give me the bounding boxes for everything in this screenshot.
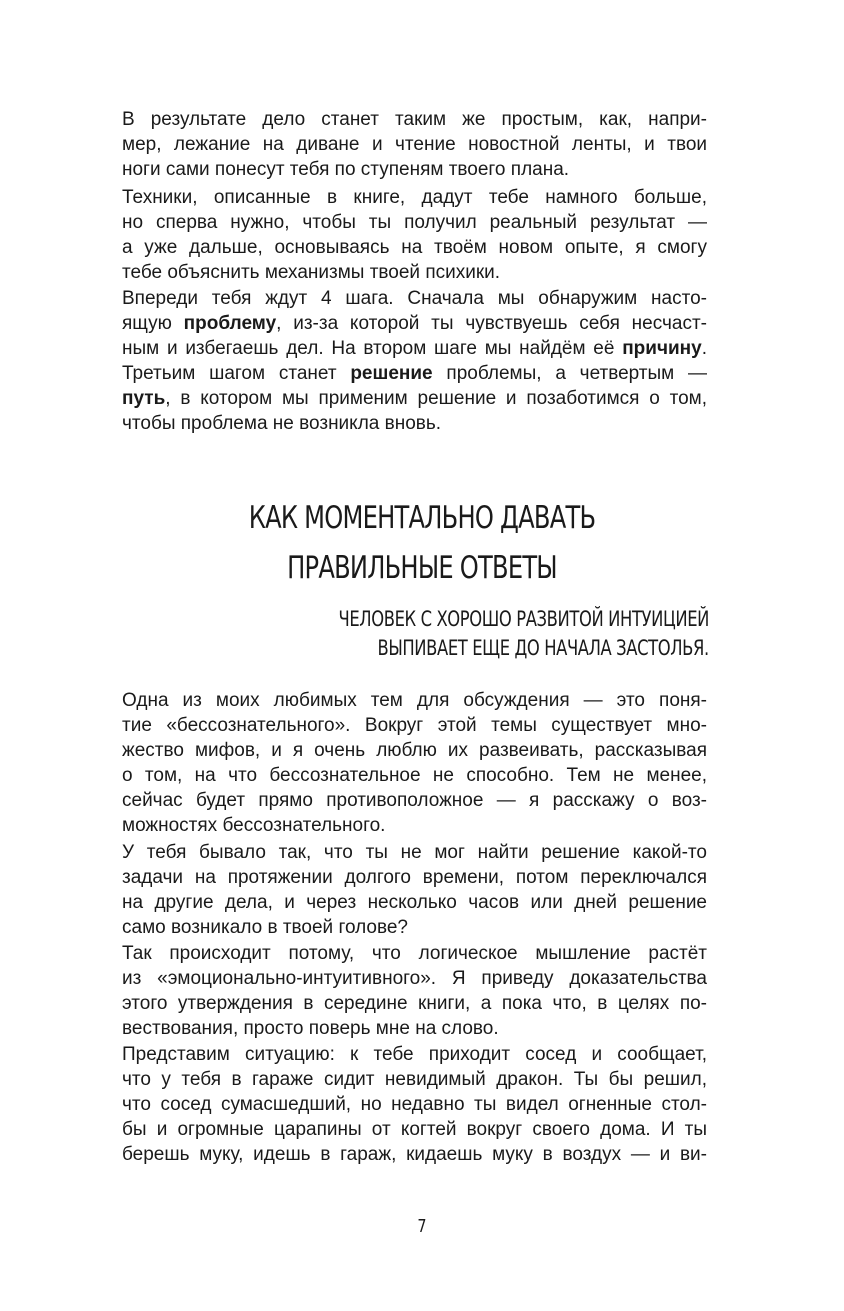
text-run: .: [701, 338, 707, 359]
text-line: что сосед сумасшедший, но недавно ты видел огненные стол-: [122, 1094, 707, 1115]
text-line: задачи на протяжении долгого времени, потом переключался: [122, 867, 707, 888]
text-line: можностях бессознательного.: [122, 815, 386, 836]
epigraph-line-1: ЧЕЛОВЕК С ХОРОШО РАЗВИТОЙ ИНТУИЦИЕЙ: [338, 607, 709, 631]
intro-paragraph-2: [122, 185, 707, 285]
section-title-line-1: КАК МОМЕНТАЛЬНО ДАВАТЬ: [248, 500, 596, 536]
text-line: жество мифов, и я очень люблю их развеивать, рассказывая: [122, 740, 707, 761]
text-line: из «эмоционально-интуитивного». Я приведу доказательства: [122, 968, 707, 989]
text-line: [122, 361, 707, 386]
text-line: Одна из моих любимых тем для обсуждения — это поня-: [122, 690, 707, 711]
text-line: на другие дела, и через несколько часов или дней решение: [122, 892, 707, 913]
keyword-cause: причину: [622, 338, 702, 359]
text-line: [122, 311, 707, 336]
text-run: проблемы, а четвертым —: [432, 363, 708, 384]
text-line: бы и огромные царапины от когтей вокруг своего дома. И ты: [122, 1119, 707, 1140]
intro-paragraph-1: [122, 107, 707, 182]
text-line: тебе объяснить механизмы твоей психики.: [122, 262, 501, 283]
text-line: [122, 336, 707, 361]
text-run: ящую: [122, 313, 184, 334]
text-run: , из-за которой ты чувствуешь себя несчаст-: [276, 313, 707, 334]
text-line: о том, на что бессознательное не способно. Тем не менее,: [122, 765, 707, 786]
body-paragraph-1: [122, 688, 707, 838]
body-paragraph-2: [122, 840, 707, 940]
text-line: Представим ситуацию: к тебе приходит сосед и сообщает,: [122, 1044, 707, 1065]
keyword-problem: проблему: [183, 313, 277, 334]
keyword-path: путь: [122, 388, 166, 409]
page-number: 7: [417, 1216, 427, 1237]
keyword-solution: решение: [350, 363, 433, 384]
text-line: но сперва нужно, чтобы ты получил реальный результат —: [122, 212, 707, 233]
text-line: мер, лежание на диване и чтение новостной ленты, и твои: [122, 134, 707, 155]
text-line: тие «бессознательного». Вокруг этой темы существует мно-: [122, 715, 707, 736]
text-line: Техники, описанные в книге, дадут тебе намного больше,: [122, 187, 707, 208]
text-line: что у тебя в гараже сидит невидимый дракон. Ты бы решил,: [122, 1069, 707, 1090]
text-line: чтобы проблема не возникла вновь.: [122, 413, 442, 434]
intro-paragraph-3: [122, 286, 707, 436]
body-paragraph-3: [122, 941, 707, 1041]
text-run: Третьим шагом станет: [122, 363, 351, 384]
body-paragraph-4: [122, 1042, 707, 1167]
text-line: В результате дело станет таким же простым, как, напри-: [122, 109, 707, 130]
text-line: сейчас будет прямо противоположное — я расскажу о воз-: [122, 790, 707, 811]
text-line: этого утверждения в середине книги, а пока что, в целях по-: [122, 993, 707, 1014]
text-run: ным и избегаешь дел. На втором шаге мы найдём её: [122, 338, 623, 359]
section-title-line-2: ПРАВИЛЬНЫЕ ОТВЕТЫ: [287, 550, 557, 586]
epigraph-line-2: ВЫПИВАЕТ ЕЩЕ ДО НАЧАЛА ЗАСТОЛЬЯ.: [377, 636, 709, 660]
text-line: само возникало в твоей голове?: [122, 917, 408, 938]
text-line: ноги сами понесут тебя по ступеням твоего плана.: [122, 159, 570, 180]
text-run: , в котором мы применим решение и позаботимся о том,: [165, 388, 707, 409]
text-line: а уже дальше, основываясь на твоём новом опыте, я смогу: [122, 237, 707, 258]
text-line: [122, 386, 707, 411]
text-line: У тебя бывало так, что ты не мог найти решение какой-то: [122, 842, 707, 863]
text-line: берешь муку, идешь в гараж, кидаешь муку в воздух — и ви-: [122, 1144, 707, 1165]
text-line: Впереди тебя ждут 4 шага. Сначала мы обнаружим насто-: [122, 288, 707, 309]
text-line: вествования, просто поверь мне на слово.: [122, 1018, 499, 1039]
text-line: Так происходит потому, что логическое мышление растёт: [122, 943, 707, 964]
